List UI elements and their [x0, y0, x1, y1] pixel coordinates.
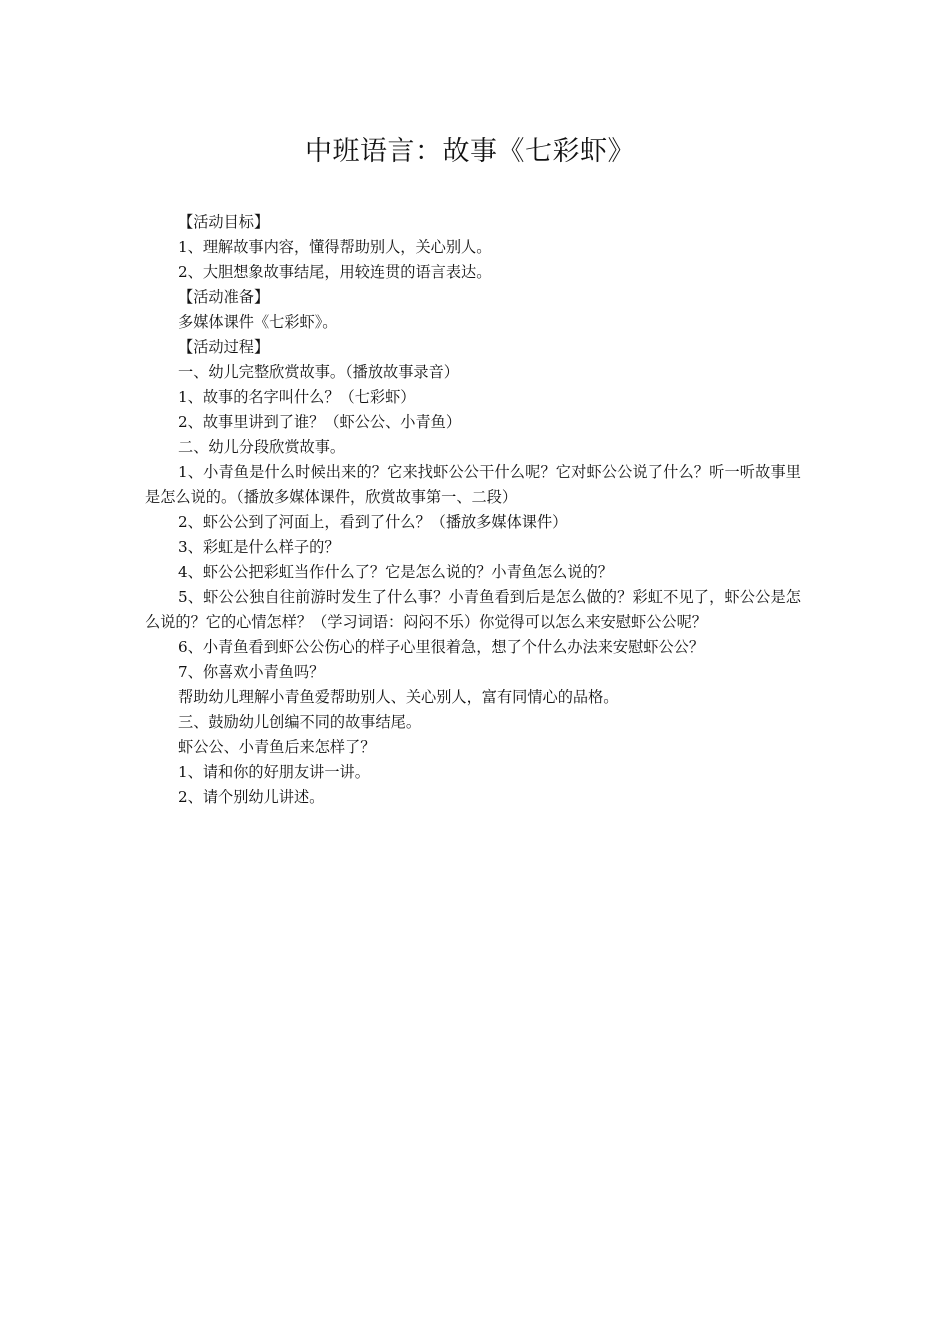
process-question: 6、小青鱼看到虾公公伤心的样子心里很着急，想了个什么办法来安慰虾公公？: [178, 638, 705, 656]
goal-item: 2、大胆想象故事结尾，用较连贯的语言表达。: [178, 263, 492, 281]
document-body: [145, 210, 801, 810]
process-question: 虾公公、小青鱼后来怎样了？: [178, 738, 376, 756]
process-question: 2、请个别幼儿讲述。: [178, 788, 325, 806]
section-heading-goals: 【活动目标】: [178, 213, 270, 231]
process-question: 2、虾公公到了河面上，看到了什么？（播放多媒体课件）: [178, 513, 568, 531]
process-question: 1、故事的名字叫什么？（七彩虾）: [178, 388, 416, 406]
preparation-text: 多媒体课件《七彩虾》。: [178, 313, 338, 331]
process-question: 3、彩虹是什么样子的？: [178, 538, 340, 556]
section-heading-preparation: 【活动准备】: [178, 288, 270, 306]
process-question: 7、你喜欢小青鱼吗？: [178, 663, 325, 681]
goal-item: 1、理解故事内容，懂得帮助别人，关心别人。: [178, 238, 492, 256]
process-step: 三、鼓励幼儿创编不同的故事结尾。: [178, 713, 421, 731]
process-note: 帮助幼儿理解小青鱼爱帮助别人、关心别人，富有同情心的品格。: [178, 688, 619, 706]
process-question: 4、虾公公把彩虹当作什么了？它是怎么说的？小青鱼怎么说的？: [178, 563, 613, 581]
process-step: 一、幼儿完整欣赏故事。（播放故事录音）: [178, 363, 459, 381]
process-question: 1、小青鱼是什么时候出来的？它来找虾公公干什么呢？它对虾公公说了什么？听一听故事里是怎么说的。（播放多媒体课件，欣赏故事第一、二段）: [145, 463, 801, 506]
section-heading-process: 【活动过程】: [178, 338, 270, 356]
process-question: 2、故事里讲到了谁？（虾公公、小青鱼）: [178, 413, 462, 431]
process-step: 二、幼儿分段欣赏故事。: [178, 438, 346, 456]
process-question: 5、虾公公独自往前游时发生了什么事？小青鱼看到后是怎么做的？彩虹不见了，虾公公是怎么说的？它的心情怎样？（学习词语：闷闷不乐）你觉得可以怎么来安慰虾公公呢？: [145, 588, 801, 631]
document-title: 中班语言：故事《七彩虾》: [305, 136, 635, 167]
process-question: 1、请和你的好朋友讲一讲。: [178, 763, 370, 781]
